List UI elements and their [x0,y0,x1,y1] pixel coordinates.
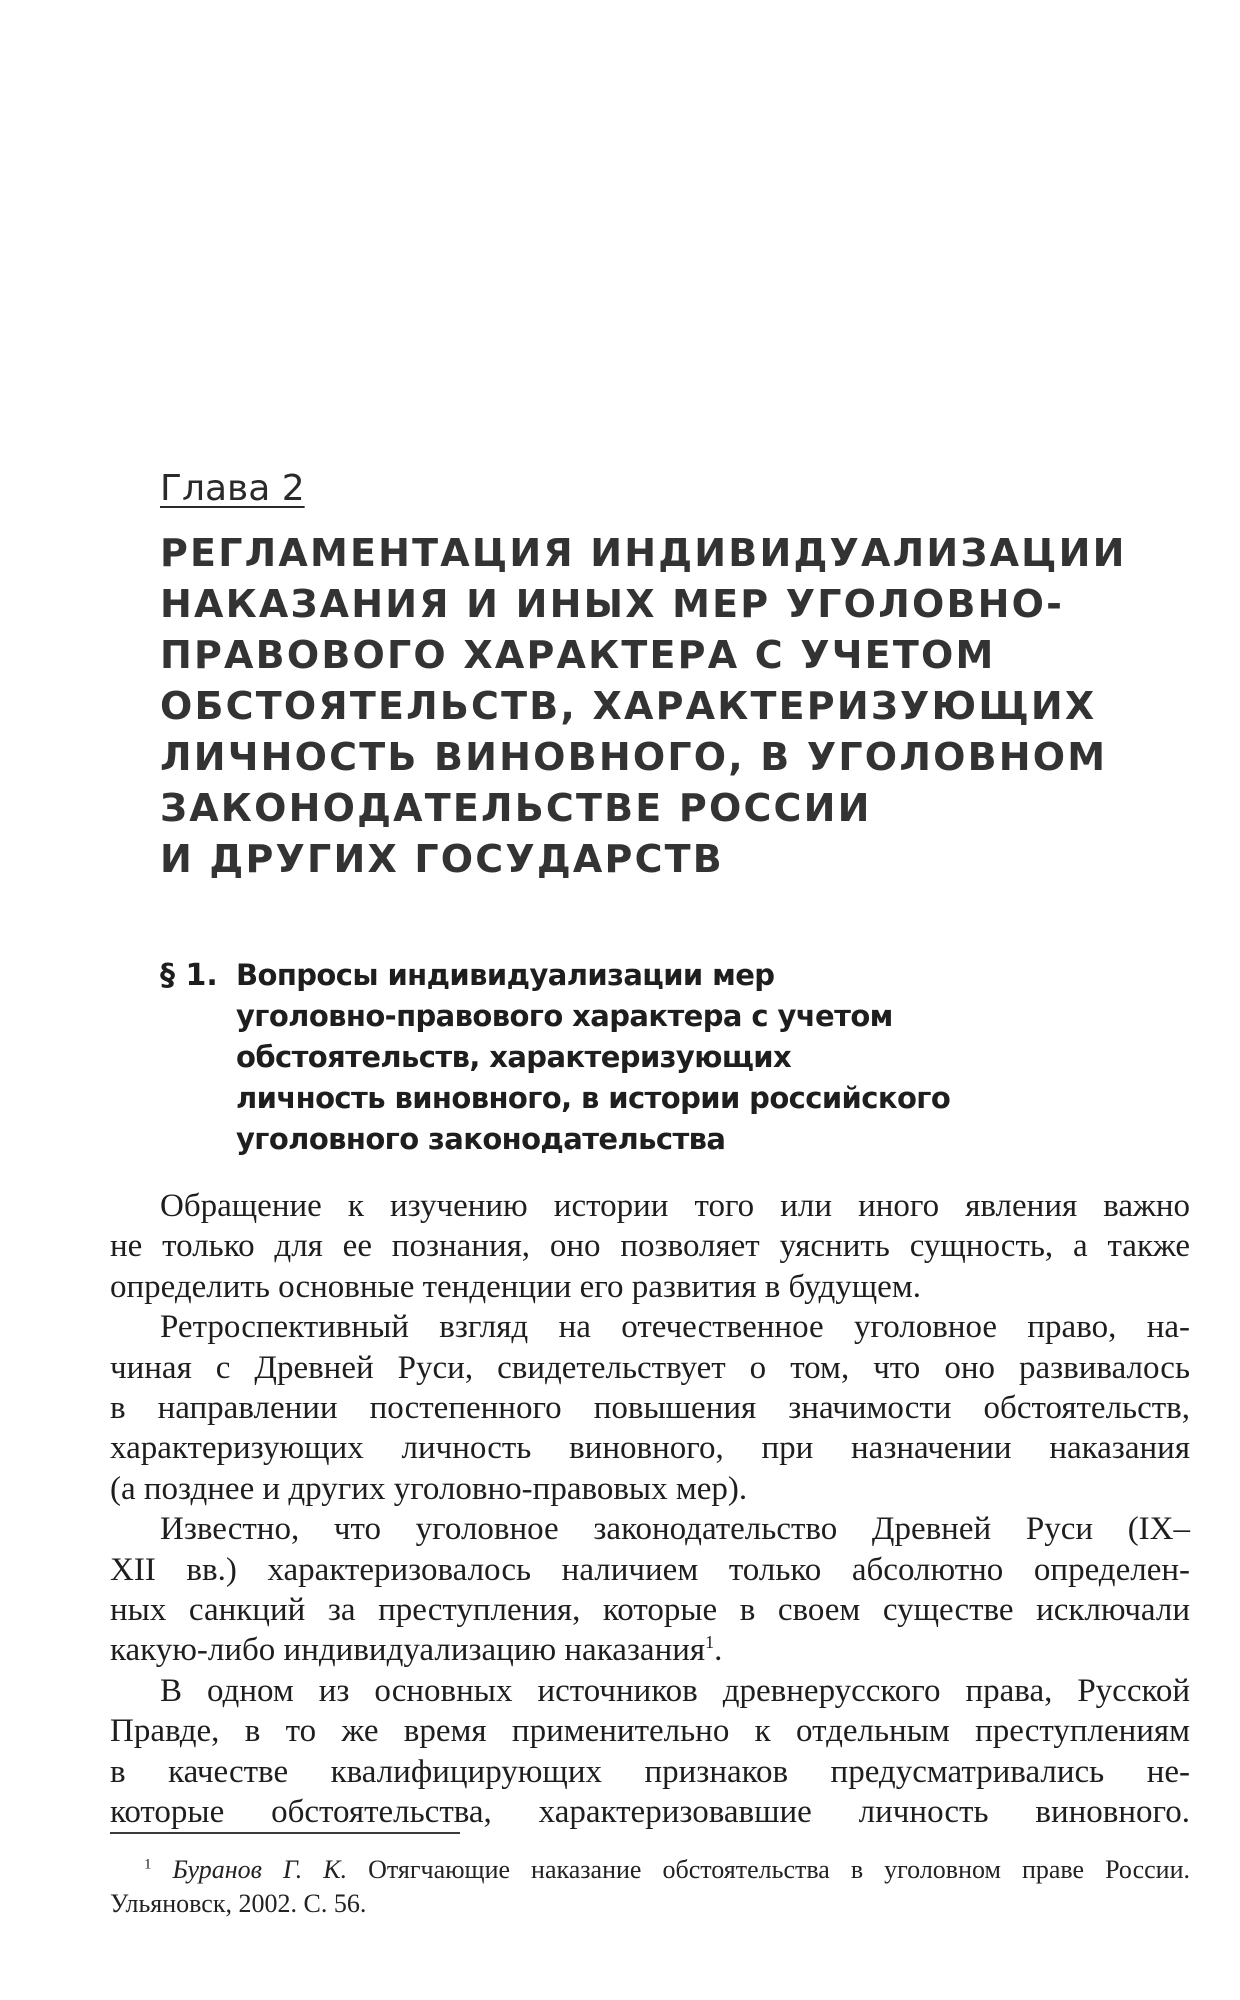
text-line-tail: . [714,1632,723,1669]
footnote-line [110,1853,1190,1887]
chapter-label: Глава 2 [160,468,305,509]
text-line: ных санкций за преступления, которые в своем существе исключали [110,1592,1190,1629]
section-title-line: уголовно-правового характера с учетом [236,999,893,1033]
text-line: Правде, в то же время применительно к отдельным преступлениям [110,1713,1190,1750]
chapter-title-line: ЛИЧНОСТЬ ВИНОВНОГО, В УГОЛОВНОМ [160,735,1108,779]
text-line [110,1630,1190,1670]
section-number: § 1. [160,958,218,993]
text-line-content: какую-либо индивидуализацию наказания [110,1632,706,1669]
paragraph [110,1307,1190,1509]
chapter-title-line: РЕГЛАМЕНТАЦИЯ ИНДИВИДУАЛИЗАЦИИ [160,531,1127,575]
section-title-line: личность виновного, в истории российского [236,1081,951,1115]
text-line: которые обстоятельства, характеризовавшие личность виновного. [110,1794,1190,1831]
footnote-divider [110,1832,460,1834]
chapter-title-line: ОБСТОЯТЕЛЬСТВ, ХАРАКТЕРИЗУЮЩИХ [160,684,1097,728]
paragraph [110,1186,1190,1307]
section-title-line: обстоятельств, характеризующих [236,1040,792,1074]
chapter-title-line: НАКАЗАНИЯ И ИНЫХ МЕР УГОЛОВНО- [160,582,1065,626]
text-line: в направлении постепенного повышения значимости обстоятельств, [110,1390,1190,1427]
paragraph [110,1671,1190,1833]
text-line: (а позднее и других уголовно-правовых мер). [110,1470,748,1507]
chapter-title-line: ПРАВОВОГО ХАРАКТЕРА С УЧЕТОМ [160,633,996,677]
text-line: чиная с Древней Руси, свидетельствует о том, что оно развивалось [110,1349,1190,1386]
section-title-line: уголовного законодательства [236,1122,726,1156]
text-line: XII вв.) характеризовалось наличием только абсолютно определен- [110,1551,1190,1588]
text-line: характеризующих личность виновного, при назначении наказания [110,1430,1190,1467]
section-title [236,955,1096,1160]
footnote-text: Отягчающие наказание обстоятельства в уголовном праве России. [347,1855,1190,1884]
text-line: Ретроспективный взгляд на отечественное уголовное право, на- [160,1309,1190,1346]
text-line: в качестве квалифицирующих признаков предусматривались не- [110,1753,1190,1790]
text-line: не только для ее познания, оно позволяет уяснить сущность, а также [110,1228,1190,1265]
text-line: определить основные тенденции его развития в будущем. [110,1268,921,1305]
footnote-author: Буранов Г. К. [172,1855,348,1884]
text-line: Обращение к изучению истории того или иного явления важно [160,1188,1190,1224]
text-line: В одном из основных источников древнерусского права, Русской [160,1672,1190,1709]
chapter-title [160,528,1127,885]
footnote-reference: 1 [705,1632,715,1653]
footnote [110,1853,1190,1921]
body-text [110,1186,1190,1833]
footnote-marker: 1 [144,1856,152,1873]
section-title-line: Вопросы индивидуализации мер [236,958,775,992]
text-line: Известно, что уголовное законодательство Древней Руси (IX– [160,1511,1190,1548]
chapter-title-line: И ДРУГИХ ГОСУДАРСТВ [160,837,724,881]
chapter-title-line: ЗАКОНОДАТЕЛЬСТВЕ РОССИИ [160,786,872,830]
footnote-line: Ульяновск, 2002. С. 56. [110,1889,367,1918]
paragraph [110,1509,1190,1671]
